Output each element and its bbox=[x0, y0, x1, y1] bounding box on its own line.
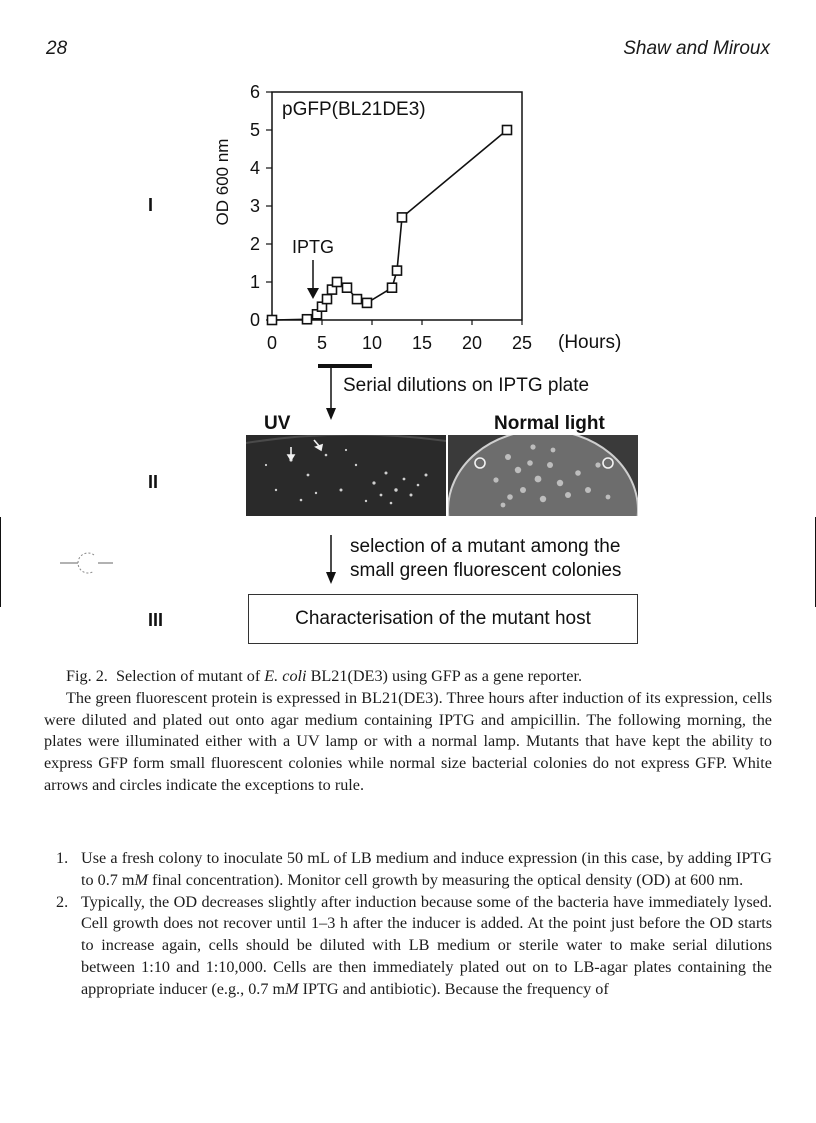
step-text: IPTG and antibiotic). Because the frequency of bbox=[298, 979, 609, 998]
chart-xlabel: (Hours) bbox=[558, 332, 622, 353]
y-tick-label: 0 bbox=[249, 310, 260, 330]
step-number: 2. bbox=[56, 892, 69, 911]
chart-ticks bbox=[250, 82, 532, 353]
photo-label-uv: UV bbox=[264, 413, 291, 434]
caption-title bbox=[44, 666, 772, 688]
left-scan-mark bbox=[0, 517, 1, 607]
y-tick-label: 2 bbox=[249, 234, 260, 254]
step-1 bbox=[44, 848, 772, 892]
characterisation-text: Characterisation of the mutant host bbox=[295, 608, 591, 629]
x-tick-label: 0 bbox=[266, 333, 278, 353]
selection-text bbox=[350, 535, 621, 583]
normal-light-plate-image bbox=[448, 435, 638, 516]
step-text: final concentration). Monitor cell growth by measuring the optical density (OD) at 600 nm. bbox=[148, 870, 744, 889]
uv-plate-image bbox=[246, 435, 446, 516]
y-tick-label: 4 bbox=[249, 158, 260, 178]
step-text: Typically, the OD decreases slightly after induction because some of the bacteria have immediately lysed. Cell growth does not recover until 1–3 h after the inducer is added. At the point just before the OD starts to increase again, cells should be diluted with LB medium or sterile water to make serial dilutions between 1:10 and 1:10,000. Cells are then immediately plated out on to LB-agar plates containing the appropriate inducer (e.g., 0.7 m bbox=[81, 892, 772, 998]
y-tick-label: 5 bbox=[249, 120, 260, 140]
data-point bbox=[333, 278, 342, 287]
x-tick-label: 5 bbox=[316, 333, 328, 353]
panel-label-iii: III bbox=[148, 610, 164, 630]
data-point bbox=[353, 295, 362, 304]
step-italic: M bbox=[134, 870, 148, 889]
caption-title-italic: E. coli bbox=[264, 667, 307, 685]
caption-fig-label: Fig. 2. bbox=[66, 667, 108, 685]
growth-chart bbox=[0, 0, 816, 440]
data-point bbox=[268, 316, 277, 325]
data-point bbox=[323, 295, 332, 304]
step-text: Use a fresh colony to inoculate 50 mL of LB medium and induce expression (in this case, by adding IPTG to 0.7 m bbox=[81, 849, 772, 889]
running-head: Shaw and Miroux bbox=[623, 38, 770, 59]
data-point bbox=[303, 315, 312, 324]
data-point bbox=[398, 213, 407, 222]
data-point bbox=[393, 266, 402, 275]
data-point bbox=[388, 283, 397, 292]
x-tick-label: 25 bbox=[511, 333, 533, 353]
caption-title-before: Selection of mutant of bbox=[115, 667, 261, 685]
step-italic: M bbox=[285, 979, 299, 998]
photo-label-normal-light: Normal light bbox=[494, 413, 605, 434]
x-tick-label: 10 bbox=[361, 333, 383, 353]
figure-caption bbox=[44, 666, 772, 797]
caption-title-after: BL21(DE3) using GFP as a gene reporter. bbox=[310, 667, 582, 685]
iptg-annotation: IPTG bbox=[292, 237, 335, 257]
panel-label-i: I bbox=[148, 195, 154, 215]
registration-mark-icon bbox=[58, 548, 118, 578]
uv-plate-photo bbox=[246, 435, 446, 516]
y-tick-label: 1 bbox=[249, 272, 260, 292]
step-2 bbox=[44, 892, 772, 1001]
serial-dilution-arrowhead bbox=[326, 408, 336, 420]
characterisation-box bbox=[248, 594, 638, 644]
selection-text-line-2: small green fluorescent colonies bbox=[350, 560, 622, 581]
data-point bbox=[363, 298, 372, 307]
caption-body: The green fluorescent protein is expressed in BL21(DE3). Three hours after induction of its expression, cells were diluted and plated out onto agar medium containing IPTG and ampicillin. The following morning, the plates were illuminated either with a UV lamp or with a normal lamp. Mutants that have kept the ability to express GFP form small fluorescent colonies while normal size bacterial colonies do not express GFP. White arrows and circles indicate the exceptions to rule. bbox=[44, 688, 772, 794]
data-point bbox=[503, 126, 512, 135]
chart-ylabel: OD 600 nm bbox=[213, 138, 232, 226]
x-tick-label: 15 bbox=[411, 333, 433, 353]
x-tick-label: 20 bbox=[461, 333, 483, 353]
chart-series-points bbox=[268, 126, 512, 325]
y-tick-label: 6 bbox=[249, 82, 260, 102]
y-tick-label: 3 bbox=[249, 196, 260, 216]
data-point bbox=[343, 283, 352, 292]
selection-text-line-1: selection of a mutant among the bbox=[350, 536, 621, 557]
chart-title: pGFP(BL21DE3) bbox=[282, 99, 426, 120]
step-number: 1. bbox=[56, 849, 69, 867]
normal-light-plate-photo bbox=[448, 435, 638, 516]
procedure-steps bbox=[44, 848, 772, 1001]
page-number: 28 bbox=[46, 38, 68, 59]
panel-label-ii: II bbox=[148, 472, 159, 492]
serial-dilutions-text: Serial dilutions on IPTG plate bbox=[343, 375, 590, 396]
iptg-arrowhead bbox=[307, 288, 319, 299]
